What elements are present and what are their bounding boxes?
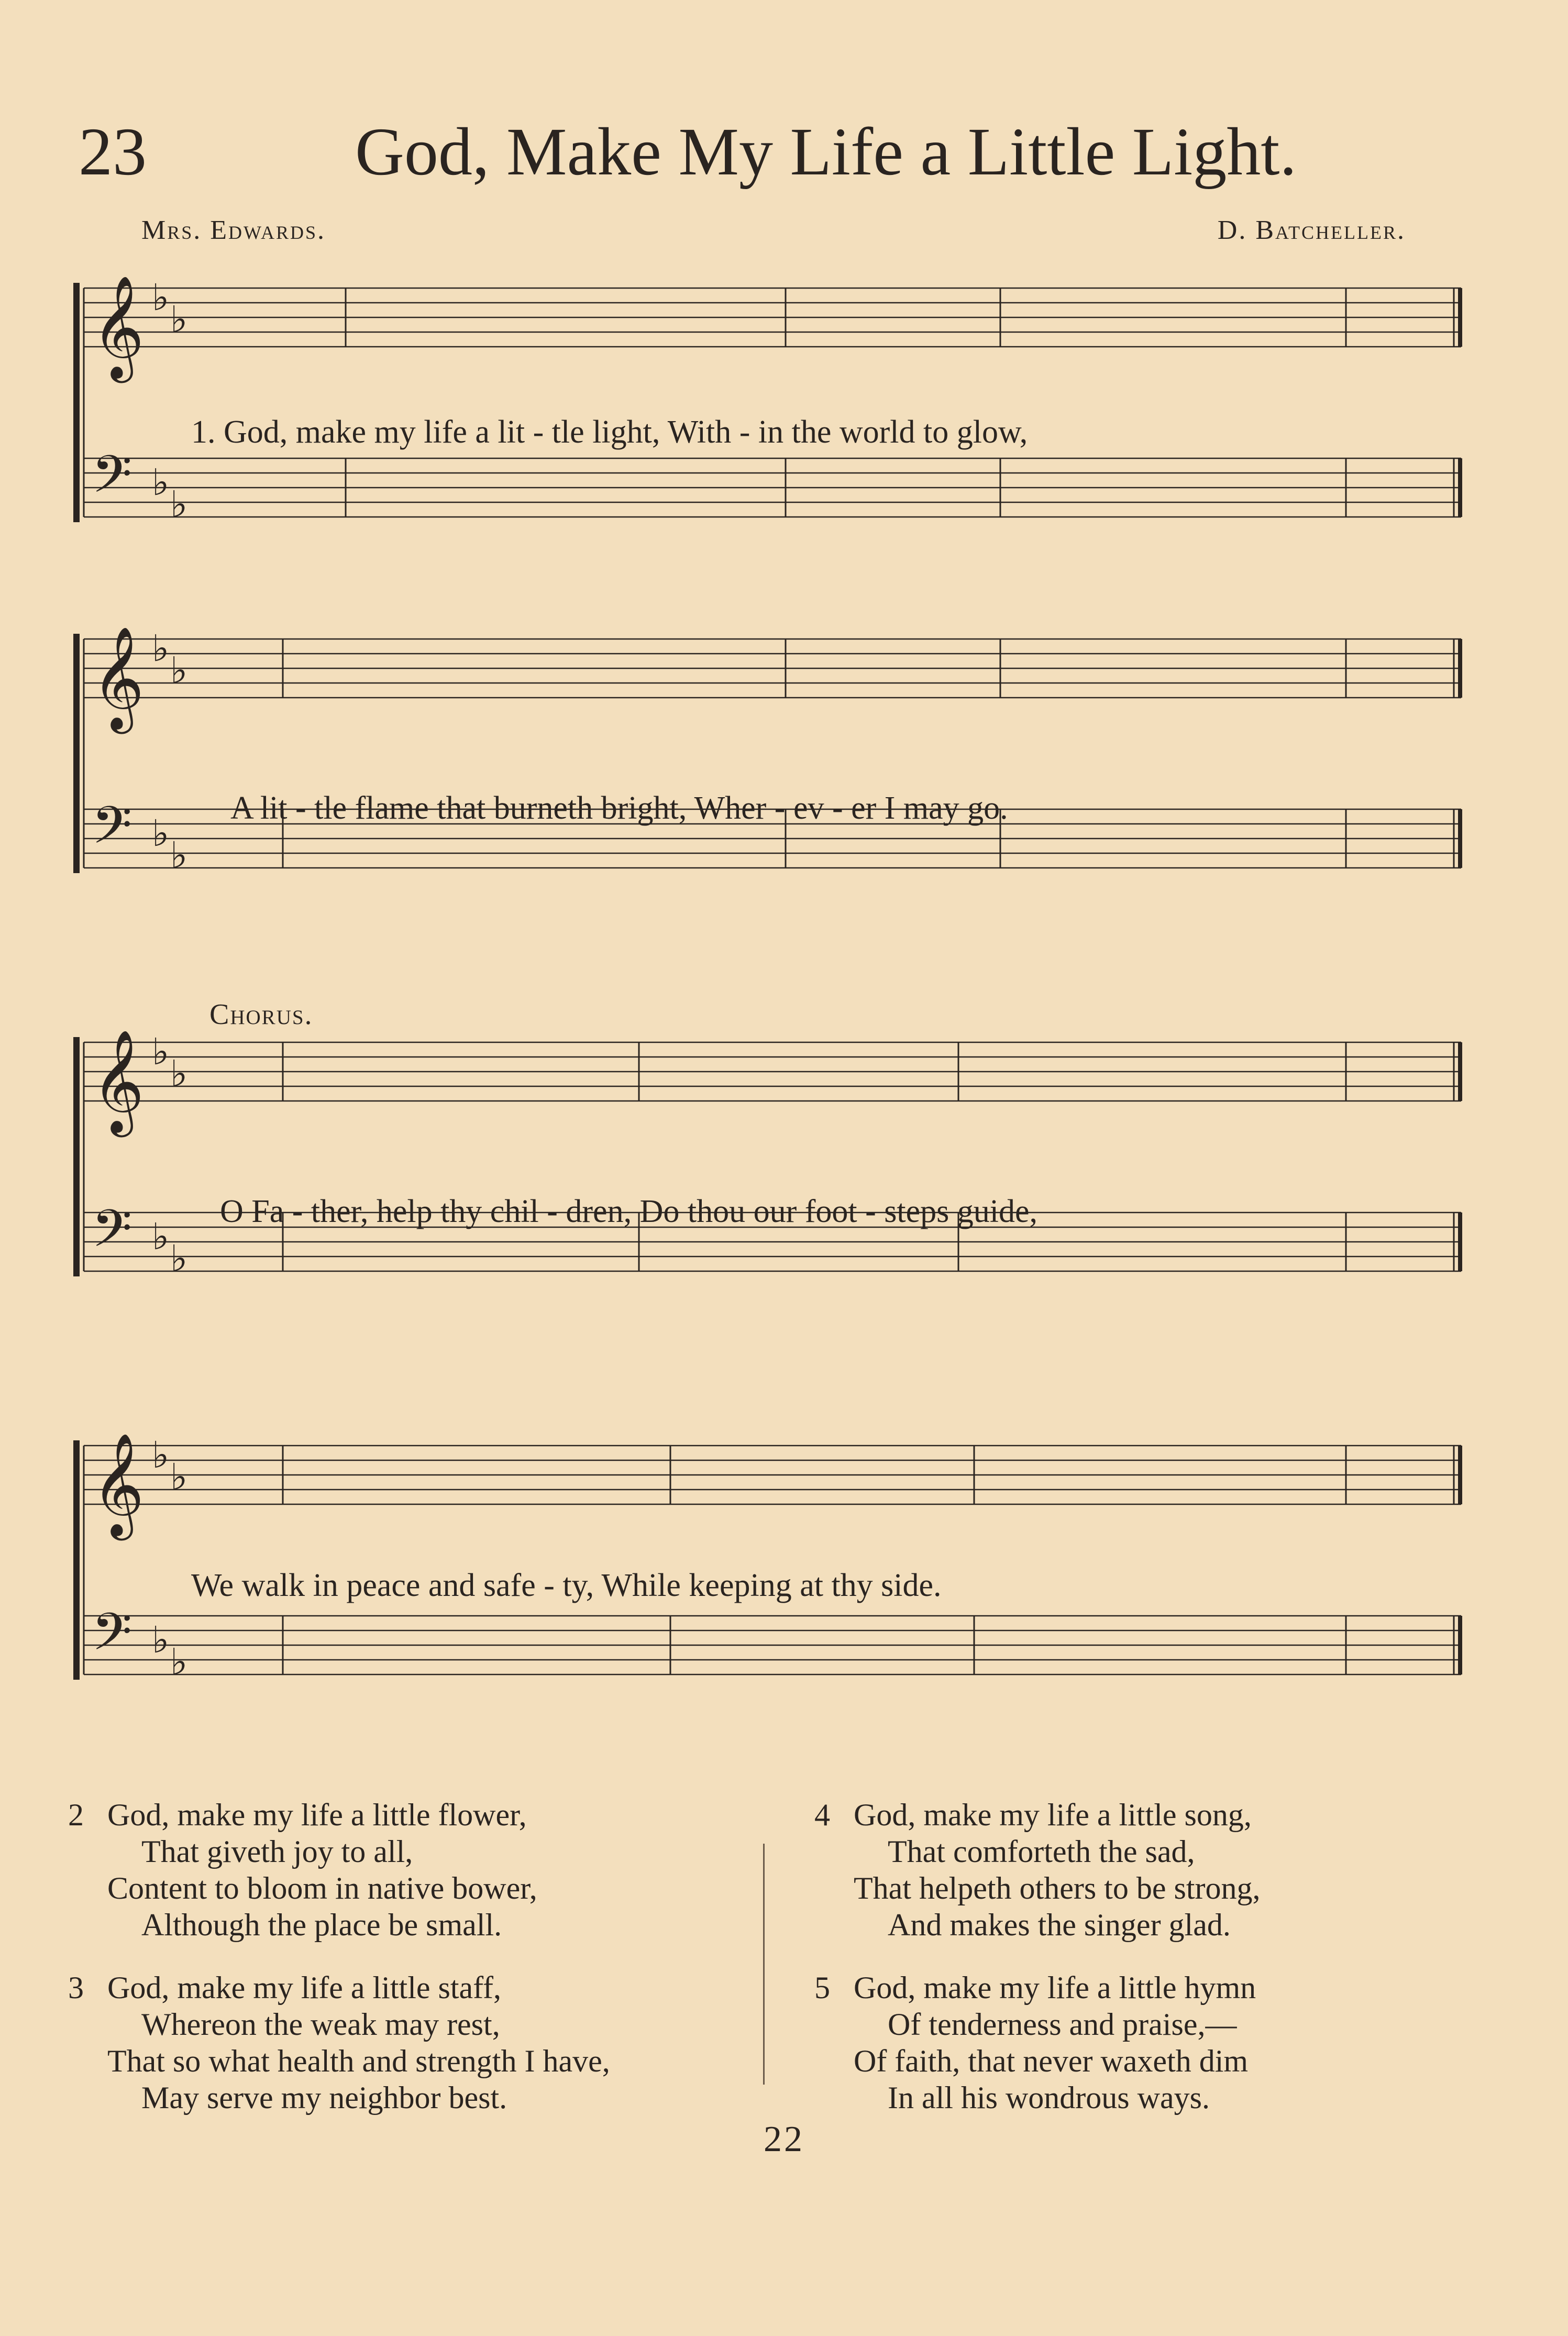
flat-icon: ♭	[170, 651, 188, 691]
system-brace	[73, 634, 80, 873]
verse-line: God, make my life a little staff,	[107, 1970, 502, 2005]
verse-line: God, make my life a little flower,	[107, 1798, 527, 1832]
music-system-3	[73, 1027, 1472, 1341]
final-bar-line	[1458, 1042, 1462, 1101]
verse-line: In all his wondrous ways.	[888, 2080, 1210, 2115]
column-divider	[763, 1844, 765, 2085]
music-system-2	[73, 623, 1472, 938]
final-bar-line	[1458, 1446, 1462, 1504]
final-bar-line	[1458, 639, 1462, 698]
music-system-1	[73, 272, 1472, 587]
system-brace	[73, 1037, 80, 1276]
final-bar-line	[1458, 1213, 1462, 1271]
verse-line: Of tenderness and praise,—	[888, 2007, 1237, 2042]
system-brace	[73, 1440, 80, 1680]
final-bar-line	[1458, 1616, 1462, 1674]
verse-line: That helpeth others to be strong,	[854, 1871, 1261, 1905]
system-brace	[73, 283, 80, 522]
lyric-line-2: A lit - tle flame that burneth bright, Wher - ev - er I may go.	[230, 790, 1008, 826]
verse-2	[68, 1797, 537, 1943]
verse-line: That giveth joy to all,	[141, 1834, 413, 1869]
final-bar-line	[1458, 288, 1462, 347]
lyric-line-3: O Fa - ther, help thy chil - dren, Do thou our foot - steps guide,	[220, 1194, 1037, 1229]
flat-icon: ♭	[152, 1217, 170, 1258]
treble-clef-icon: 𝄞	[92, 1029, 145, 1133]
bass-clef-icon: 𝄢	[92, 445, 132, 517]
final-bar-line	[1458, 458, 1462, 517]
flat-icon: ♭	[170, 1458, 188, 1498]
treble-clef-icon: 𝄞	[92, 1433, 145, 1536]
flat-icon: ♭	[170, 1239, 188, 1280]
final-bar-line	[1458, 809, 1462, 868]
music-staves	[73, 623, 1472, 938]
verse-4	[814, 1797, 1260, 1943]
bass-clef-icon: 𝄢	[92, 1602, 132, 1675]
flat-icon: ♭	[170, 485, 188, 525]
verse-5	[814, 1969, 1256, 2116]
flat-icon: ♭	[170, 1643, 188, 1683]
verse-number: 5	[814, 1970, 830, 2005]
lyric-line-1: 1. God, make my life a lit - tle light, With - in the world to glow,	[191, 414, 1028, 450]
flat-icon: ♭	[152, 278, 170, 318]
verse-line: That comforteth the sad,	[888, 1834, 1195, 1869]
treble-clef-icon: 𝄞	[92, 626, 145, 730]
flat-icon: ♭	[152, 1032, 170, 1073]
verse-line: Although the place be small.	[141, 1908, 502, 1942]
verse-line: That so what health and strength I have,	[107, 2044, 610, 2078]
verse-line: God, make my life a little song,	[854, 1798, 1252, 1832]
verse-3	[68, 1969, 610, 2116]
lyric-line-4: We walk in peace and safe - ty, While keeping at thy side.	[191, 1568, 942, 1603]
music-system-4	[73, 1430, 1472, 1744]
verse-line: Of faith, that never waxeth dim	[854, 2044, 1249, 2078]
lyricist-credit: Mrs. Edwards.	[141, 215, 326, 245]
treble-clef-icon: 𝄞	[92, 275, 145, 379]
bass-clef-icon: 𝄢	[92, 796, 132, 868]
flat-icon: ♭	[170, 300, 188, 340]
verse-number: 2	[68, 1798, 84, 1832]
verse-number: 3	[68, 1970, 84, 2005]
additional-verses	[0, 1797, 1568, 2121]
verse-number: 4	[814, 1798, 830, 1832]
verse-line: May serve my neighbor best.	[141, 2080, 507, 2115]
flat-icon: ♭	[152, 463, 170, 503]
chorus-label: Chorus.	[209, 998, 313, 1031]
page-number: 22	[764, 2119, 804, 2159]
verse-line: Content to bloom in native bower,	[107, 1871, 537, 1905]
flat-icon: ♭	[170, 836, 188, 876]
verse-line: And makes the singer glad.	[888, 1908, 1231, 1942]
flat-icon: ♭	[152, 814, 170, 854]
flat-icon: ♭	[152, 1621, 170, 1661]
flat-icon: ♭	[170, 1054, 188, 1095]
flat-icon: ♭	[152, 629, 170, 669]
bass-clef-icon: 𝄢	[92, 1199, 132, 1272]
verse-line: God, make my life a little hymn	[854, 1970, 1256, 2005]
music-staves	[73, 1027, 1472, 1341]
hymn-number: 23	[79, 114, 147, 190]
composer-credit: D. Batcheller.	[1217, 215, 1406, 245]
verse-line: Whereon the weak may rest,	[141, 2007, 500, 2042]
hymn-title: God, Make My Life a Little Light.	[355, 114, 1297, 190]
flat-icon: ♭	[152, 1436, 170, 1476]
